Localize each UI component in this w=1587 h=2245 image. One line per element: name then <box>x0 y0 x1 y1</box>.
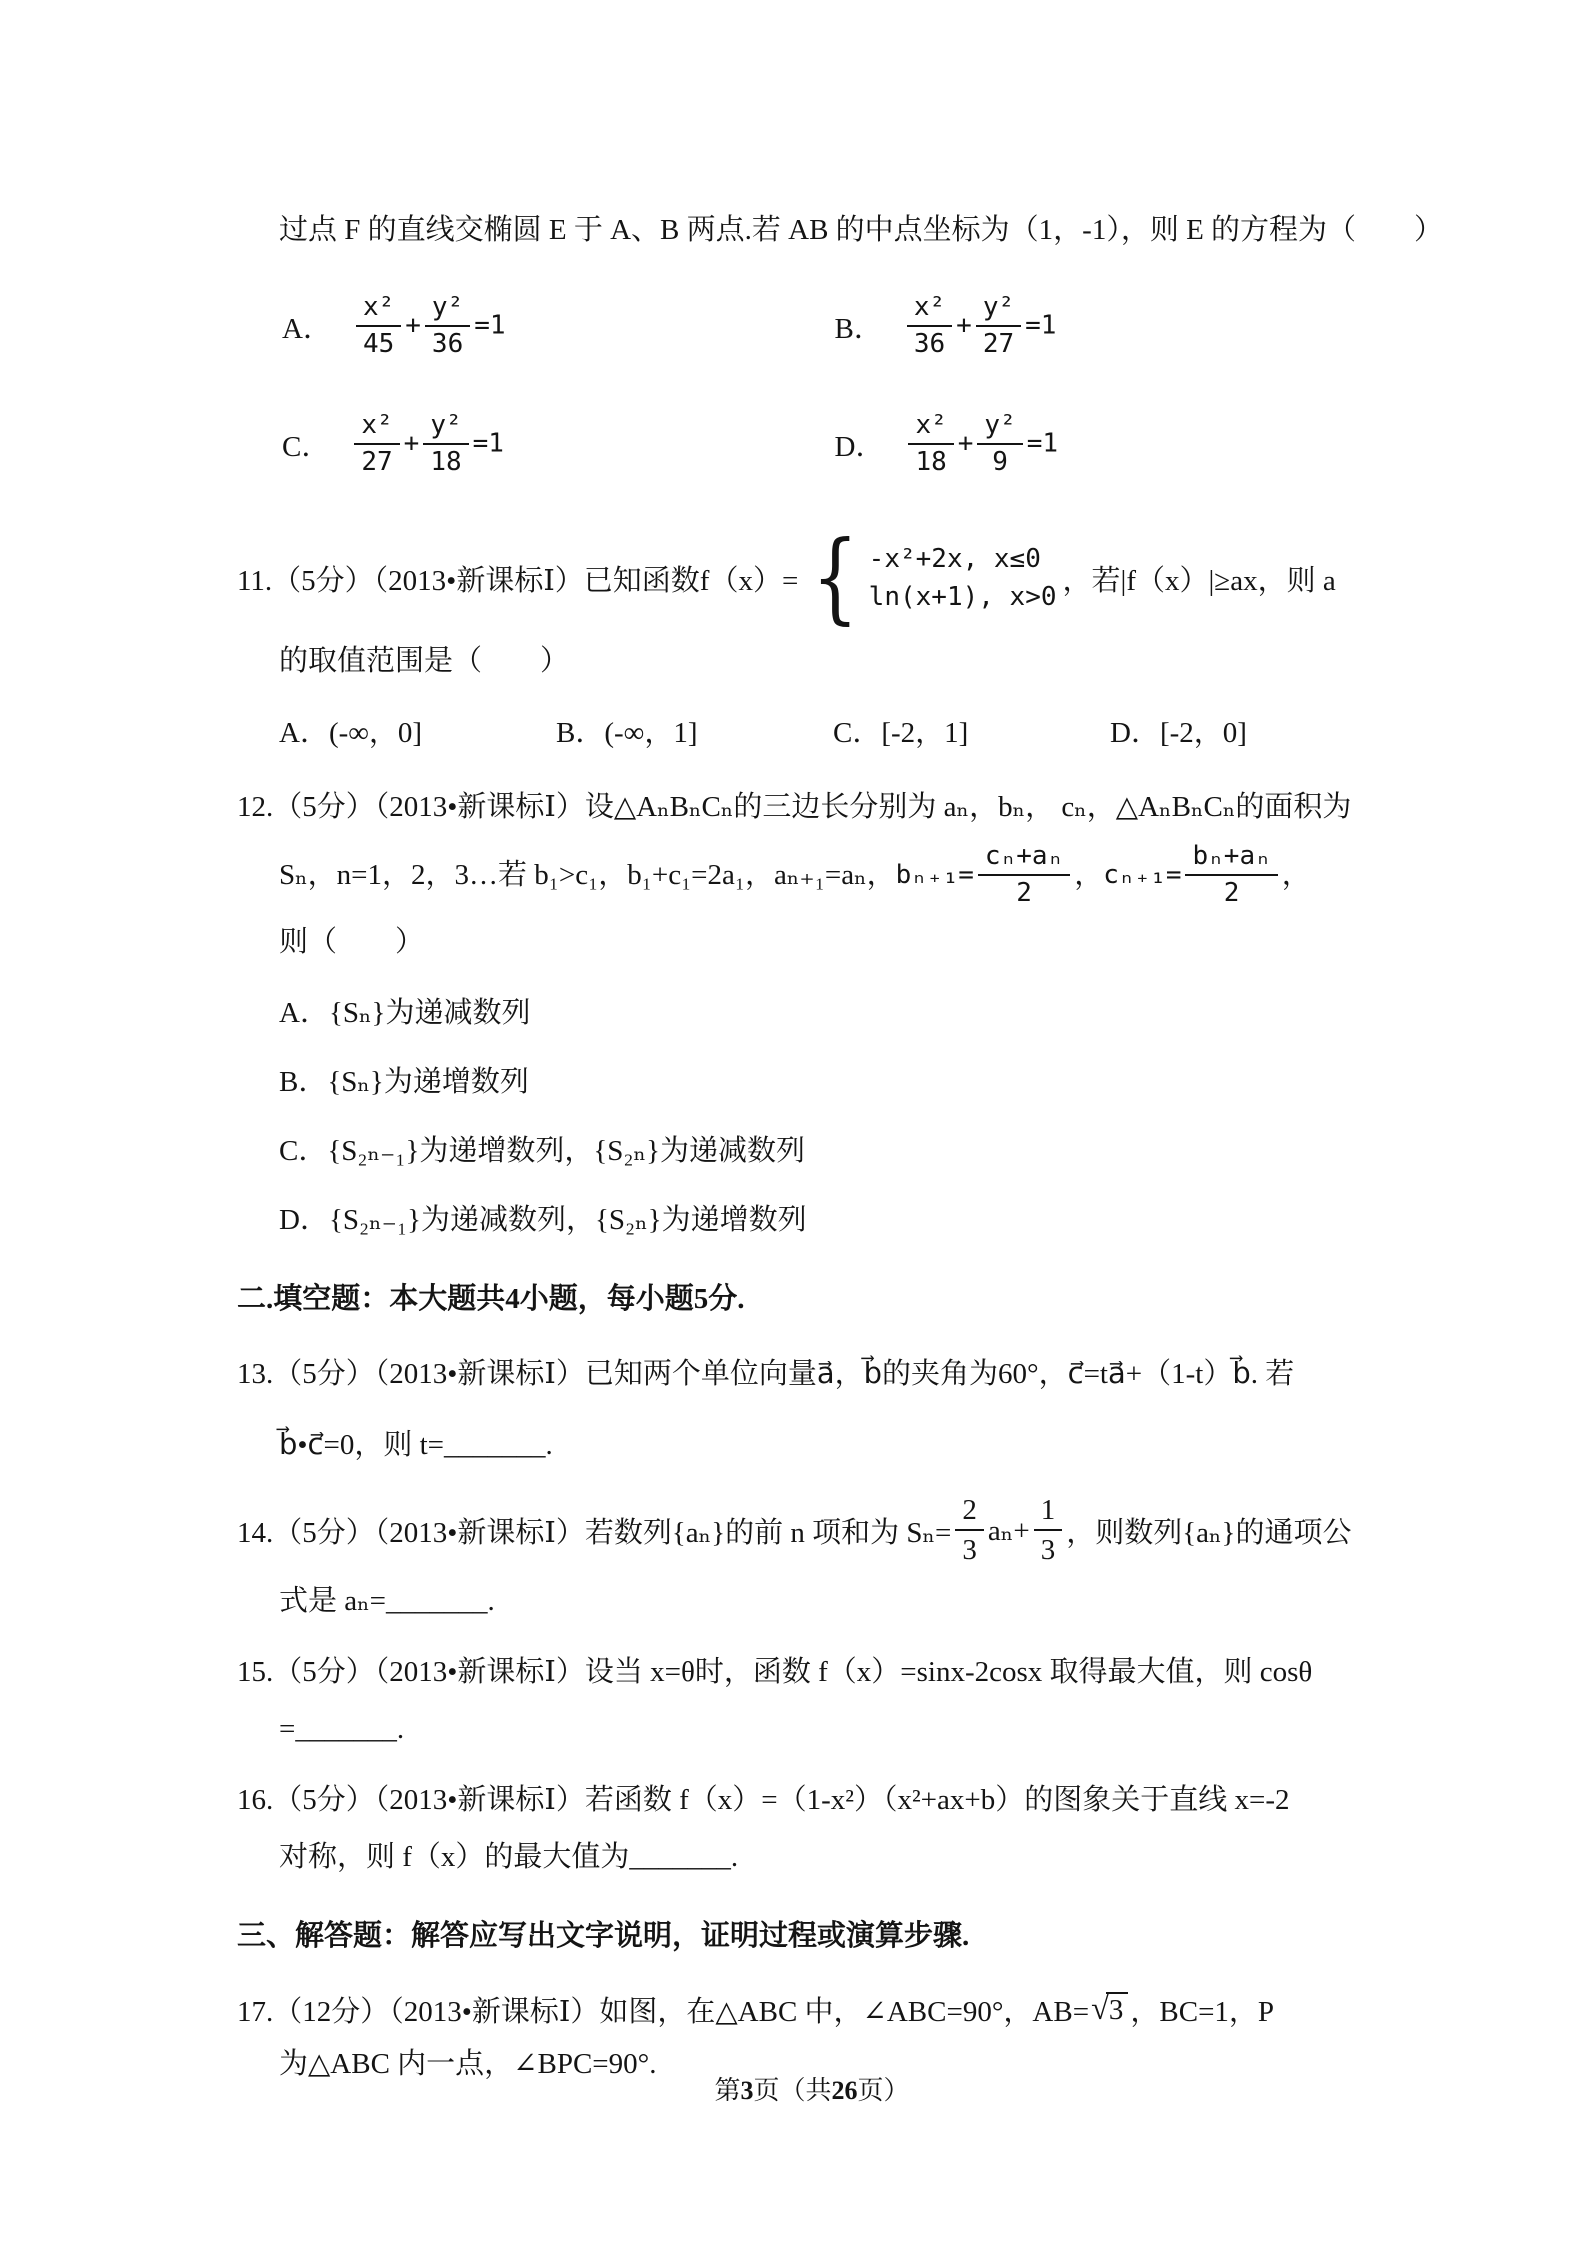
fraction-denominator: 27 <box>361 447 393 478</box>
piecewise-case-2: ln(x+1), x>0 <box>868 582 1057 613</box>
fraction-denominator: 36 <box>913 329 946 360</box>
fraction <box>978 842 1070 908</box>
fraction-denominator: 36 <box>431 329 464 360</box>
question-14 <box>237 1494 1387 1624</box>
q11-option-d: D．[-2，0] <box>1110 717 1247 750</box>
piecewise-cases <box>869 544 1057 612</box>
fraction <box>423 411 468 477</box>
fraction-numerator: y² <box>976 293 1021 327</box>
q14-suffix: ，则数列{aₙ}的通项公 <box>1066 1516 1352 1549</box>
fraction-denominator: 45 <box>362 329 395 360</box>
left-brace: { <box>812 521 859 636</box>
fraction-numerator: x² <box>356 293 401 327</box>
fraction <box>1185 842 1277 908</box>
footer-suffix: 页） <box>857 2076 910 2105</box>
footer-page-number: 3 <box>740 2076 754 2105</box>
q12-sequence-conditions: Sₙ，n=1，2，3…若 b₁>c₁，b₁+c₁=2a₁，aₙ₊₁=aₙ， <box>279 858 896 891</box>
q12-option-a: A．{Sₙ}为递减数列 <box>279 997 531 1030</box>
q17-suffix: ，BC=1，P <box>1130 1995 1275 2028</box>
section-2-title: 二.填空题：本大题共4小题，每小题5分. <box>237 1283 745 1316</box>
comma: ， <box>1074 858 1104 891</box>
q11-suffix: ，若|f（x）|≥ax，则 a <box>1062 564 1336 597</box>
fraction <box>425 293 470 359</box>
fraction-denominator: 2 <box>1223 878 1240 909</box>
q10-option-b <box>835 293 1388 359</box>
fraction <box>955 1494 984 1567</box>
q10-stem: 过点 F 的直线交椭圆 E 于 A、B 两点.若 AB 的中点坐标为（1，-1），则 E 的方程为（ ） <box>279 214 1444 246</box>
option-label: A． <box>282 312 332 345</box>
q10-options <box>237 293 1387 477</box>
footer-prefix: 第 <box>714 2076 741 2105</box>
fraction-numerator: cₙ+aₙ <box>978 842 1070 876</box>
fraction-denominator: 9 <box>992 447 1008 478</box>
q16-line1: 16.（5分）（2013•新课标Ⅰ）若函数 f（x）=（1-x²）（x²+ax+b）的图象关于直线 x=-2 <box>237 1783 1290 1816</box>
square-root <box>1091 1991 1128 2028</box>
fraction-numerator: y² <box>423 411 468 445</box>
option-label: D． <box>834 430 885 463</box>
q16-line2: 对称，则 f（x）的最大值为_______. <box>279 1840 739 1873</box>
q14-line2: 式是 aₙ=_______. <box>279 1584 495 1617</box>
ellipse-equation <box>352 293 506 359</box>
q13-line1: 13.（5分）（2013•新课标Ⅰ）已知两个单位向量a⃗，b⃗的夹角为60°，c⃗=ta⃗+（1-t）b⃗. 若 <box>237 1358 1295 1391</box>
q15-line1: 15.（5分）（2013•新课标Ⅰ）设当 x=θ时，函数 f（x）=sinx-2cosx 取得最大值，则 cosθ <box>237 1655 1313 1688</box>
fraction <box>1034 1494 1063 1567</box>
q11-function-lhs: f（x）= <box>699 564 799 597</box>
q11-line1 <box>237 521 1387 636</box>
q11-option-b: B．(-∞，1] <box>556 717 698 750</box>
equals-one: =1 <box>1025 310 1057 341</box>
q15-line2: =_______. <box>279 1712 405 1745</box>
fraction <box>356 293 401 359</box>
fraction-numerator: x² <box>354 411 399 445</box>
q11-option-c: C．[-2，1] <box>833 717 969 750</box>
plus-sign: + <box>956 310 972 341</box>
fraction <box>907 293 952 359</box>
fraction-numerator: 2 <box>955 1494 984 1531</box>
q12-b-recurrence-lhs: bₙ₊₁= <box>895 860 974 891</box>
equals-one: =1 <box>472 428 504 459</box>
fraction-denominator: 18 <box>430 447 462 478</box>
q10-option-d <box>835 411 1388 477</box>
fraction-numerator: 1 <box>1034 1494 1063 1531</box>
q11-option-a: A．(-∞，0] <box>279 717 423 750</box>
fraction <box>908 411 953 477</box>
piecewise-function <box>804 521 1057 636</box>
q17-line2: 为△ABC 内一点，∠BPC=90°. <box>279 2047 657 2080</box>
q12-option-c: C．{S₂ₙ₋₁}为递增数列，{S₂ₙ}为递减数列 <box>279 1135 806 1168</box>
ellipse-equation <box>903 293 1057 359</box>
equals-one: =1 <box>1026 428 1059 459</box>
fraction-denominator: 18 <box>915 447 947 478</box>
fraction-numerator: x² <box>907 293 952 327</box>
question-11 <box>237 521 1387 751</box>
q14-line1 <box>237 1494 1387 1567</box>
q13-line2: b⃗•c⃗=0，则 t=_______. <box>279 1429 553 1462</box>
fraction <box>976 293 1021 359</box>
q17-line1 <box>237 1989 1387 2030</box>
fraction <box>977 411 1022 477</box>
fraction-numerator: x² <box>908 411 953 445</box>
fraction-numerator: bₙ+aₙ <box>1185 842 1277 876</box>
fraction-denominator: 2 <box>1016 878 1032 909</box>
page-footer <box>237 2070 1387 2107</box>
question-16 <box>237 1778 1387 1880</box>
q11-prefix: 11.（5分）（2013•新课标Ⅰ）已知函数 <box>237 564 700 597</box>
option-label: C． <box>282 430 331 463</box>
plus-sign: + <box>405 310 421 341</box>
plus-sign: + <box>957 428 974 459</box>
question-13 <box>237 1352 1387 1468</box>
piecewise-case-1: -x²+2x, x≤0 <box>868 544 1041 575</box>
fraction-denominator: 3 <box>1040 1534 1056 1567</box>
q11-line2: 的取值范围是（ ） <box>279 645 570 678</box>
fraction-numerator: y² <box>425 293 470 327</box>
comma: ， <box>1281 858 1311 891</box>
section-3-title: 三、解答题：解答应写出文字说明，证明过程或演算步骤. <box>237 1919 970 1952</box>
fraction-denominator: 27 <box>982 329 1015 360</box>
footer-total-pages: 26 <box>831 2076 858 2105</box>
fraction <box>354 411 399 477</box>
question-15 <box>237 1650 1387 1752</box>
fraction-numerator: y² <box>977 411 1022 445</box>
question-12 <box>237 785 1387 1243</box>
q12-line3: 则（ ） <box>279 926 425 959</box>
q10-option-c <box>282 411 835 477</box>
plus-sign: + <box>403 428 420 459</box>
fraction-denominator: 3 <box>962 1534 977 1567</box>
q11-options <box>237 710 1387 751</box>
q12-line2 <box>237 842 1387 908</box>
footer-middle: 页（共 <box>753 2076 832 2105</box>
ellipse-equation <box>350 411 504 477</box>
option-label: B． <box>834 312 883 345</box>
q12-line1: 12.（5分）（2013•新课标Ⅰ）设△AₙBₙCₙ的三边长分别为 aₙ，bₙ， cₙ，△AₙBₙCₙ的面积为 <box>237 791 1352 824</box>
q17-prefix: 17.（12分）（2013•新课标Ⅰ）如图，在△ABC 中，∠ABC=90°，AB= <box>237 1995 1090 2028</box>
question-10 <box>237 208 1444 478</box>
q12-c-recurrence-lhs: cₙ₊₁= <box>1103 860 1182 891</box>
q14-middle-term: aₙ+ <box>987 1514 1030 1547</box>
q12-option-b: B．{Sₙ}为递增数列 <box>279 1066 529 1099</box>
q14-prefix: 14.（5分）（2013•新课标Ⅰ）若数列{aₙ}的前 n 项和为 Sₙ= <box>237 1516 952 1549</box>
equals-one: =1 <box>474 310 506 341</box>
radical-sign: √ <box>1091 1990 1109 2027</box>
ellipse-equation <box>904 411 1058 477</box>
q12-option-d: D．{S₂ₙ₋₁}为递减数列，{S₂ₙ}为递增数列 <box>279 1204 807 1237</box>
radicand: 3 <box>1106 1992 1129 2027</box>
q10-option-a <box>282 293 835 359</box>
